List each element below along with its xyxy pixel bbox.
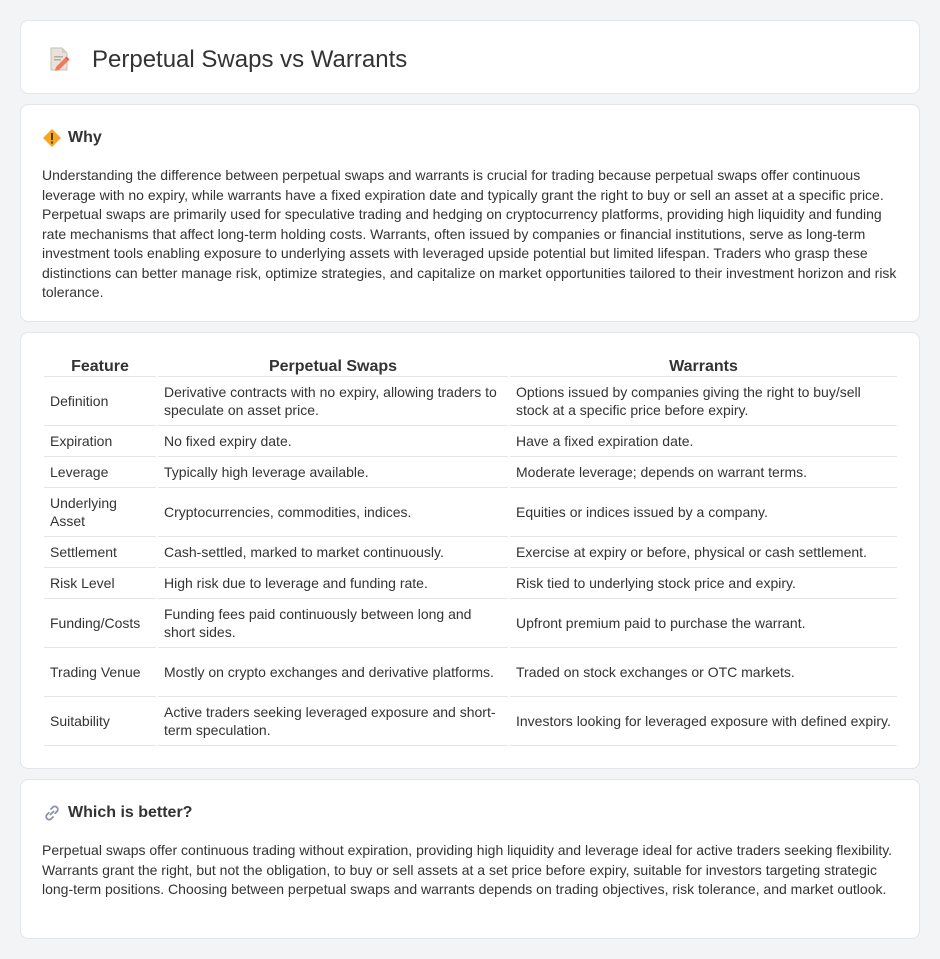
feature-cell: Underlying Asset <box>44 488 156 537</box>
table-header-row <box>44 355 897 377</box>
feature-cell: Leverage <box>44 457 156 488</box>
swaps-cell: Active traders seeking leveraged exposure and short-term speculation. <box>158 697 508 746</box>
header-feature: Feature <box>44 355 156 377</box>
warrants-cell: Exercise at expiry or before, physical or cash settlement. <box>510 537 897 568</box>
link-icon <box>42 803 62 823</box>
swaps-cell: Funding fees paid continuously between long and short sides. <box>158 599 508 648</box>
table-row <box>44 426 897 457</box>
swaps-cell: High risk due to leverage and funding rate. <box>158 568 508 599</box>
warrants-cell: Have a fixed expiration date. <box>510 426 897 457</box>
swaps-cell: Mostly on crypto exchanges and derivative platforms. <box>158 648 508 697</box>
table-row <box>44 697 897 746</box>
document-pencil-icon <box>46 46 72 72</box>
feature-cell: Trading Venue <box>44 648 156 697</box>
warrants-cell: Upfront premium paid to purchase the warrant. <box>510 599 897 648</box>
why-heading: Why <box>68 129 102 146</box>
why-section <box>20 104 920 322</box>
swaps-cell: Derivative contracts with no expiry, allowing traders to speculate on asset price. <box>158 377 508 426</box>
table-row <box>44 568 897 599</box>
feature-cell: Definition <box>44 377 156 426</box>
warrants-cell: Moderate leverage; depends on warrant terms. <box>510 457 897 488</box>
which-is-better-section <box>20 779 920 939</box>
feature-cell: Expiration <box>44 426 156 457</box>
warrants-cell: Risk tied to underlying stock price and expiry. <box>510 568 897 599</box>
why-text: Understanding the difference between perpetual swaps and warrants is crucial for trading because perpetual swaps offer continuous leverage with no expiry, while warrants have a fixed expiration date and typically grant the right to buy or sell an asset at a specific price. Perpetual swaps are primarily used for speculative trading and hedging on cryptocurrency platforms, providing high liquidity and funding rate mechanisms that affect long-term holding costs. Warrants, often issued by companies or financial institutions, serve as long-term investment tools enabling exposure to underlying assets with leveraged upside potential but limited lifespan. Traders who grasp these distinctions can better manage risk, optimize strategies, and capitalize on market opportunities tailored to their investment horizon and risk tolerance. <box>42 167 897 300</box>
better-text: Perpetual swaps offer continuous trading without expiration, providing high liquidity and leverage ideal for active traders seeking flexibility. Warrants grant the right, but not the obligation, to buy or sell assets at a set price before expiry, suitable for investors targeting strategic long-term positions. Choosing between perpetual swaps and warrants depends on trading objectives, risk tolerance, and market outlook. <box>42 842 893 897</box>
header-warrants: Warrants <box>510 355 897 377</box>
table-row <box>44 648 897 697</box>
swaps-cell: Typically high leverage available. <box>158 457 508 488</box>
table-row <box>44 537 897 568</box>
comparison-table <box>42 355 899 746</box>
warrants-cell: Investors looking for leveraged exposure with defined expiry. <box>510 697 897 746</box>
table-row <box>44 599 897 648</box>
feature-cell: Funding/Costs <box>44 599 156 648</box>
swaps-cell: Cash-settled, marked to market continuously. <box>158 537 508 568</box>
warrants-cell: Equities or indices issued by a company. <box>510 488 897 537</box>
table-row <box>44 377 897 426</box>
header-perpetual-swaps: Perpetual Swaps <box>158 355 508 377</box>
swaps-cell: No fixed expiry date. <box>158 426 508 457</box>
warrants-cell: Traded on stock exchanges or OTC markets. <box>510 648 897 697</box>
warrants-cell: Options issued by companies giving the right to buy/sell stock at a specific price before expiry. <box>510 377 897 426</box>
feature-cell: Settlement <box>44 537 156 568</box>
warning-diamond-icon <box>42 128 62 148</box>
table-row <box>44 457 897 488</box>
title-card <box>20 20 920 94</box>
feature-cell: Risk Level <box>44 568 156 599</box>
table-row <box>44 488 897 537</box>
better-heading: Which is better? <box>68 804 193 821</box>
better-heading-row <box>42 803 192 823</box>
why-heading-row <box>42 128 102 148</box>
comparison-table-card <box>20 332 920 769</box>
swaps-cell: Cryptocurrencies, commodities, indices. <box>158 488 508 537</box>
page-title: Perpetual Swaps vs Warrants <box>92 46 408 73</box>
feature-cell: Suitability <box>44 697 156 746</box>
